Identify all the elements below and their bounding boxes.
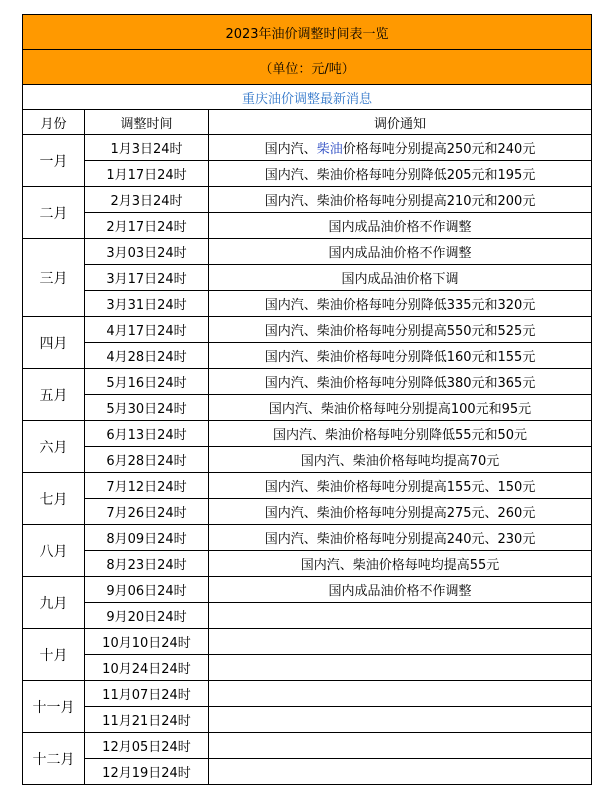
table-row <box>23 343 592 369</box>
time-cell: 1月17日24时 <box>85 161 209 187</box>
time-cell: 4月17日24时 <box>85 317 209 343</box>
time-cell: 5月16日24时 <box>85 369 209 395</box>
table-row <box>23 447 592 473</box>
month-cell: 一月 <box>23 135 85 187</box>
notice-cell: 国内汽、柴油价格每吨分别降低205元和195元 <box>209 161 592 187</box>
table-row <box>23 291 592 317</box>
notice-cell: 国内成品油价格不作调整 <box>209 213 592 239</box>
header-month: 月份 <box>23 110 85 135</box>
notice-cell: 国内汽、柴油价格每吨均提高70元 <box>209 447 592 473</box>
table-title: 2023年油价调整时间表一览 <box>23 15 592 50</box>
table-row <box>23 577 592 603</box>
time-cell: 9月06日24时 <box>85 577 209 603</box>
table-row <box>23 265 592 291</box>
notice-cell: 国内汽、柴油价格每吨分别提高155元、150元 <box>209 473 592 499</box>
table-row <box>23 603 592 629</box>
notice-cell: 国内汽、柴油价格每吨分别降低160元和155元 <box>209 343 592 369</box>
notice-cell <box>209 681 592 707</box>
notice-cell: 国内汽、柴油价格每吨分别提高100元和95元 <box>209 395 592 421</box>
table-row <box>23 317 592 343</box>
month-cell: 五月 <box>23 369 85 421</box>
table-row <box>23 551 592 577</box>
table-row <box>23 239 592 265</box>
table-row <box>23 421 592 447</box>
table-row <box>23 187 592 213</box>
notice-cell <box>209 655 592 681</box>
notice-cell: 国内汽、柴油价格每吨均提高55元 <box>209 551 592 577</box>
notice-cell: 国内成品油价格不作调整 <box>209 239 592 265</box>
notice-cell <box>209 603 592 629</box>
notice-cell: 国内汽、柴油价格每吨分别提高240元、230元 <box>209 525 592 551</box>
time-cell: 2月17日24时 <box>85 213 209 239</box>
time-cell: 3月31日24时 <box>85 291 209 317</box>
time-cell: 12月19日24时 <box>85 759 209 785</box>
table-row <box>23 161 592 187</box>
time-cell: 9月20日24时 <box>85 603 209 629</box>
month-cell: 四月 <box>23 317 85 369</box>
time-cell: 10月24日24时 <box>85 655 209 681</box>
table-row <box>23 629 592 655</box>
time-cell: 1月3日24时 <box>85 135 209 161</box>
notice-cell: 国内汽、柴油价格每吨分别降低55元和50元 <box>209 421 592 447</box>
oil-price-schedule-table <box>22 14 592 785</box>
month-cell: 六月 <box>23 421 85 473</box>
time-cell: 8月23日24时 <box>85 551 209 577</box>
table-row <box>23 499 592 525</box>
table-row <box>23 681 592 707</box>
table-row <box>23 525 592 551</box>
subtitle-cell <box>23 85 592 110</box>
notice-cell: 国内汽、柴油价格每吨分别提高275元、260元 <box>209 499 592 525</box>
table-row <box>23 213 592 239</box>
notice-cell <box>209 629 592 655</box>
time-cell: 6月13日24时 <box>85 421 209 447</box>
time-cell: 12月05日24时 <box>85 733 209 759</box>
time-cell: 11月21日24时 <box>85 707 209 733</box>
time-cell: 6月28日24时 <box>85 447 209 473</box>
time-cell: 8月09日24时 <box>85 525 209 551</box>
time-cell: 7月12日24时 <box>85 473 209 499</box>
table-row <box>23 395 592 421</box>
notice-cell: 国内汽、柴油价格每吨分别降低335元和320元 <box>209 291 592 317</box>
notice-cell: 国内汽、柴油价格每吨分别降低380元和365元 <box>209 369 592 395</box>
month-cell: 二月 <box>23 187 85 239</box>
table-row <box>23 759 592 785</box>
time-cell: 11月07日24时 <box>85 681 209 707</box>
month-cell: 七月 <box>23 473 85 525</box>
time-cell: 3月03日24时 <box>85 239 209 265</box>
notice-cell: 国内汽、柴油价格每吨分别提高550元和525元 <box>209 317 592 343</box>
time-cell: 4月28日24时 <box>85 343 209 369</box>
notice-cell <box>209 135 592 161</box>
table-row <box>23 135 592 161</box>
time-cell: 3月17日24时 <box>85 265 209 291</box>
notice-cell <box>209 707 592 733</box>
notice-text-pre: 国内汽、 <box>264 142 317 157</box>
notice-cell: 国内汽、柴油价格每吨分别提高210元和200元 <box>209 187 592 213</box>
table-row <box>23 733 592 759</box>
time-cell: 10月10日24时 <box>85 629 209 655</box>
header-notice: 调价通知 <box>209 110 592 135</box>
table-row <box>23 473 592 499</box>
time-cell: 2月3日24时 <box>85 187 209 213</box>
time-cell: 7月26日24时 <box>85 499 209 525</box>
table-row <box>23 369 592 395</box>
month-cell: 八月 <box>23 525 85 577</box>
diesel-link[interactable]: 柴油 <box>316 142 343 157</box>
month-cell: 十月 <box>23 629 85 681</box>
table-row <box>23 655 592 681</box>
notice-cell: 国内成品油价格不作调整 <box>209 577 592 603</box>
notice-text-post: 价格每吨分别提高250元和240元 <box>342 142 536 157</box>
notice-cell <box>209 733 592 759</box>
table-row <box>23 707 592 733</box>
time-cell: 5月30日24时 <box>85 395 209 421</box>
month-cell: 三月 <box>23 239 85 317</box>
notice-cell <box>209 759 592 785</box>
header-time: 调整时间 <box>85 110 209 135</box>
chongqing-news-link[interactable]: 重庆油价调整最新消息 <box>242 91 373 107</box>
notice-cell: 国内成品油价格下调 <box>209 265 592 291</box>
month-cell: 九月 <box>23 577 85 629</box>
unit-note: （单位：元/吨） <box>23 50 592 85</box>
month-cell: 十二月 <box>23 733 85 785</box>
month-cell: 十一月 <box>23 681 85 733</box>
